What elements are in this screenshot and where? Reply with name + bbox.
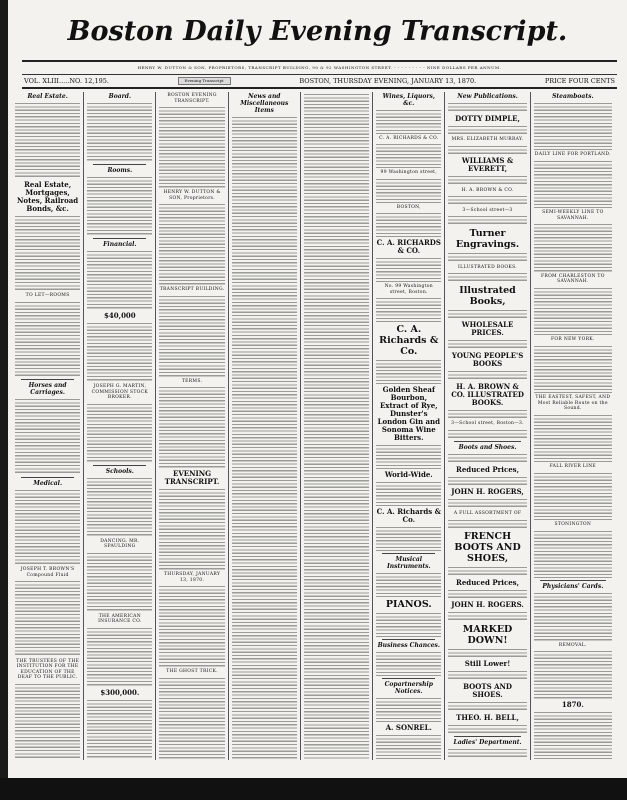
body-text xyxy=(448,252,526,263)
body-text xyxy=(448,519,526,530)
ad-display-text: FRENCH BOOTS AND SHOES, xyxy=(454,531,521,565)
body-text xyxy=(376,444,441,469)
ad-display-text: 3—School street—3 xyxy=(462,207,513,213)
body-text xyxy=(448,272,526,283)
section-rule xyxy=(540,580,606,581)
body-text xyxy=(159,677,224,759)
ad-display-text: C. A. RICHARDS & CO. xyxy=(379,135,439,141)
ad-display-text: BOSTON, xyxy=(396,204,421,210)
ad-display-text: Still Lower! xyxy=(464,659,511,669)
body-text xyxy=(159,106,224,188)
section-heading: Board. xyxy=(108,93,132,100)
section-heading: Ladies' Department. xyxy=(453,739,522,747)
body-text xyxy=(87,322,152,382)
ad-display-text: BOSTON EVENING TRANSCRIPT. xyxy=(167,93,217,104)
section-heading: Medical. xyxy=(33,479,63,487)
column-3 xyxy=(156,92,228,760)
masthead-title: Boston Daily Evening Transcript. xyxy=(67,16,568,47)
body-text xyxy=(376,612,441,637)
ad-display-text: C. A. Richards & Co. xyxy=(379,324,439,358)
body-text xyxy=(304,93,369,759)
body-text xyxy=(87,699,152,759)
body-text xyxy=(159,488,224,570)
ad-display-text: MARKED DOWN! xyxy=(462,623,513,646)
body-text xyxy=(87,250,152,310)
body-text xyxy=(448,175,526,186)
body-text xyxy=(159,295,224,377)
library-stamp: Evening Transcript xyxy=(178,77,231,85)
body-text xyxy=(15,215,80,292)
body-text xyxy=(448,125,526,136)
section-heading: Wines, Liquors, &c. xyxy=(382,93,435,107)
price: PRICE FOUR CENTS xyxy=(544,77,615,85)
scan-border xyxy=(0,778,627,800)
divider xyxy=(22,60,617,62)
ad-display-text: PIANOS. xyxy=(385,599,432,611)
body-text xyxy=(534,223,612,271)
body-text xyxy=(534,592,612,640)
body-text xyxy=(534,102,612,150)
ad-display-text: YOUNG PEOPLE'S BOOKS xyxy=(451,350,524,368)
ad-display-text: WILLIAMS & EVERETT, xyxy=(461,156,514,174)
body-text xyxy=(448,611,526,622)
section-heading: Copartnership Notices. xyxy=(384,681,433,696)
ad-display-text: H. A. BROWN & CO. xyxy=(461,187,514,193)
body-text xyxy=(376,297,441,322)
ad-display-text: H. A. BROWN & CO. ILLUSTRATED BOOKS. xyxy=(451,381,524,407)
section-rule xyxy=(382,553,435,554)
columns xyxy=(12,92,615,760)
ad-display-text: No. 99 Washington street, Boston. xyxy=(384,284,434,295)
ad-display-text: $300,000. xyxy=(100,688,140,697)
body-text xyxy=(87,176,152,236)
body-text xyxy=(448,589,526,600)
ad-display-text: REMOVAL. xyxy=(558,642,587,648)
section-heading: Real Estate. xyxy=(27,93,68,100)
ad-display-text: JOSEPH G. MARTIN, COMMISSION STOCK BROKER. xyxy=(91,384,149,401)
body-text xyxy=(448,145,526,156)
ad-display-text: 3—School street, Boston—3. xyxy=(451,421,524,427)
ad-display-text: Turner Engravings. xyxy=(455,228,520,251)
divider xyxy=(22,87,617,89)
section-rule xyxy=(382,639,435,640)
ad-display-text: FOR NEW YORK. xyxy=(551,337,595,343)
ad-display-text: THE TRUSTEES OF THE INSTITUTION FOR THE EDUCATION OF THE DEAF TO THE PUBLIC. xyxy=(16,658,80,680)
ad-display-text: ILLUSTRATED BOOKS. xyxy=(458,264,518,270)
body-text xyxy=(448,215,526,226)
body-text xyxy=(448,429,526,440)
ad-display-text: A FULL ASSORTMENT OF xyxy=(453,511,522,516)
column-4 xyxy=(229,92,301,760)
column-8 xyxy=(531,92,615,760)
body-text xyxy=(87,102,152,162)
body-text xyxy=(376,697,441,722)
body-text xyxy=(376,526,441,551)
body-text xyxy=(534,160,612,208)
issue-date: BOSTON, THURSDAY EVENING, JANUARY 13, 1870. xyxy=(299,77,477,85)
ad-display-text: DOTTY DIMPLE, xyxy=(455,113,520,123)
ad-display-text: JOHN H. ROGERS. xyxy=(451,600,524,610)
section-heading: News and Miscellaneous Items xyxy=(240,93,289,114)
section-heading: Physicians' Cards. xyxy=(542,583,604,591)
body-text xyxy=(376,143,441,168)
body-text xyxy=(15,398,80,475)
body-text xyxy=(87,627,152,687)
ad-display-text: Reduced Prices, xyxy=(456,464,520,474)
ad-display-text: A. SONREL. xyxy=(385,723,432,733)
ad-display-text: THE GHOST TRICK. xyxy=(166,669,218,675)
column-1 xyxy=(12,92,84,760)
body-text xyxy=(448,453,526,464)
section-heading: Business Chances. xyxy=(377,642,441,650)
body-text xyxy=(534,530,612,578)
body-text xyxy=(448,309,526,320)
body-text xyxy=(376,359,441,384)
ad-display-text: MRS. ELIZABETH MURRAY. xyxy=(451,137,524,143)
ad-display-text: 1870. xyxy=(561,699,584,709)
ad-display-text: STONINGTON xyxy=(554,522,592,528)
body-text xyxy=(87,403,152,463)
column-5 xyxy=(301,92,373,760)
section-heading: Steamboats. xyxy=(552,93,594,100)
section-rule xyxy=(21,477,74,478)
dateline xyxy=(24,75,615,87)
ad-display-text: FALL RIVER LINE xyxy=(549,464,597,470)
body-text xyxy=(448,748,526,759)
ad-display-text: Reduced Prices, xyxy=(456,577,520,587)
ad-display-text: C. A. Richards & Co. xyxy=(376,507,441,525)
body-text xyxy=(448,370,526,381)
ad-display-text: THE EASTEST, SAFEST, AND Most Reliable Route on the Sound. xyxy=(535,395,611,412)
section-rule xyxy=(382,678,435,679)
ad-display-text: $40,000 xyxy=(104,311,136,321)
ad-display-text: HENRY W. DUTTON & SON, Proprietors. xyxy=(163,190,221,201)
body-text xyxy=(87,552,152,612)
body-text xyxy=(15,102,80,179)
body-text xyxy=(448,339,526,350)
ad-display-text: TRANSCRIPT BUILDING. xyxy=(159,287,225,293)
ad-display-text: C. A. RICHARDS & CO. xyxy=(376,238,441,256)
body-text xyxy=(448,566,526,577)
body-text xyxy=(376,212,441,237)
body-text xyxy=(534,711,612,759)
body-text xyxy=(534,287,612,335)
body-text xyxy=(534,414,612,462)
body-text xyxy=(448,701,526,712)
proprietors-line: HENRY W. DUTTON & SON, PROPRIETORS, TRANSCRIPT BUILDING, 90 & 92 WASHINGTON STREET. - - - - - - - - - NINE DOLLARS PER ANNUM. xyxy=(137,65,502,70)
section-heading: New Publications. xyxy=(457,93,518,100)
body-text xyxy=(376,651,441,676)
ad-display-text: JOSEPH T. BROWN'S Compound Fluid xyxy=(20,567,75,578)
body-text xyxy=(87,477,152,537)
section-heading: Musical Instruments. xyxy=(386,556,431,571)
body-text xyxy=(376,734,441,759)
ad-display-text: TERMS. xyxy=(181,378,203,384)
body-text xyxy=(534,650,612,698)
ad-display-text: JOHN H. ROGERS, xyxy=(451,487,524,497)
body-text xyxy=(159,585,224,667)
volume-number: VOL. XLIII.....NO. 12,195. xyxy=(24,77,109,85)
ad-display-text: Golden Sheaf Bourbon, Extract of Rye, Dunster's London Gin and Sonoma Wine Bitters. xyxy=(377,385,441,443)
body-text xyxy=(448,476,526,487)
body-text xyxy=(448,195,526,206)
section-heading: Schools. xyxy=(105,467,134,475)
ad-display-text: FROM CHARLESTON TO SAVANNAH. xyxy=(540,273,605,285)
ad-display-text: EVENING TRANSCRIPT. xyxy=(164,469,220,487)
body-text xyxy=(15,301,80,378)
body-text xyxy=(232,116,297,759)
section-rule xyxy=(454,441,520,442)
ad-display-text: TO LET—ROOMS xyxy=(25,293,70,298)
body-text xyxy=(159,386,224,468)
section-rule xyxy=(93,465,146,466)
body-text xyxy=(448,102,526,113)
body-text xyxy=(376,481,441,506)
section-heading: Rooms. xyxy=(107,167,133,175)
ad-display-text: 99 Washington street, xyxy=(380,170,438,176)
section-heading: Financial. xyxy=(103,241,137,249)
section-rule xyxy=(93,164,146,165)
column-2 xyxy=(84,92,156,760)
body-text xyxy=(534,472,612,520)
body-text xyxy=(159,203,224,285)
body-text xyxy=(534,345,612,393)
body-text xyxy=(376,178,441,203)
ad-display-text: Illustrated Books, xyxy=(459,284,516,307)
section-rule xyxy=(21,379,74,380)
body-text xyxy=(448,648,526,659)
ad-display-text: WHOLESALE PRICES. xyxy=(461,320,514,338)
body-text xyxy=(376,109,441,134)
newspaper-page xyxy=(8,0,627,778)
body-text xyxy=(448,670,526,681)
ad-display-text: THE AMERICAN INSURANCE CO. xyxy=(98,613,142,625)
ad-display-text: BOOTS AND SHOES. xyxy=(463,682,512,700)
column-7 xyxy=(445,92,530,760)
ad-display-text: SEMI-WEEKLY LINE TO SAVANNAH. xyxy=(542,210,604,221)
body-text xyxy=(15,683,80,760)
body-text xyxy=(448,724,526,735)
body-text xyxy=(15,489,80,566)
section-heading: Horses and Carriages. xyxy=(28,382,67,396)
ad-display-text: THURSDAY, JANUARY 13, 1870. xyxy=(163,572,221,583)
ad-display-text: THEO. H. BELL, xyxy=(456,712,519,722)
ad-display-text: DAILY LINE FOR PORTLAND. xyxy=(534,152,611,158)
ad-display-text: World-Wide. xyxy=(384,470,433,480)
body-text xyxy=(448,498,526,509)
body-text xyxy=(376,572,441,597)
ad-display-text: Real Estate, Mortgages, Notes, Railroad Bonds, &c. xyxy=(17,179,79,213)
ad-display-text: DANCING. MR. SPAULDING xyxy=(100,538,140,550)
body-text xyxy=(15,580,80,657)
body-text xyxy=(376,257,441,282)
section-rule xyxy=(93,238,146,239)
section-rule xyxy=(454,736,520,737)
body-text xyxy=(448,409,526,420)
section-heading: Boots and Shoes. xyxy=(458,444,517,452)
column-6 xyxy=(373,92,445,760)
